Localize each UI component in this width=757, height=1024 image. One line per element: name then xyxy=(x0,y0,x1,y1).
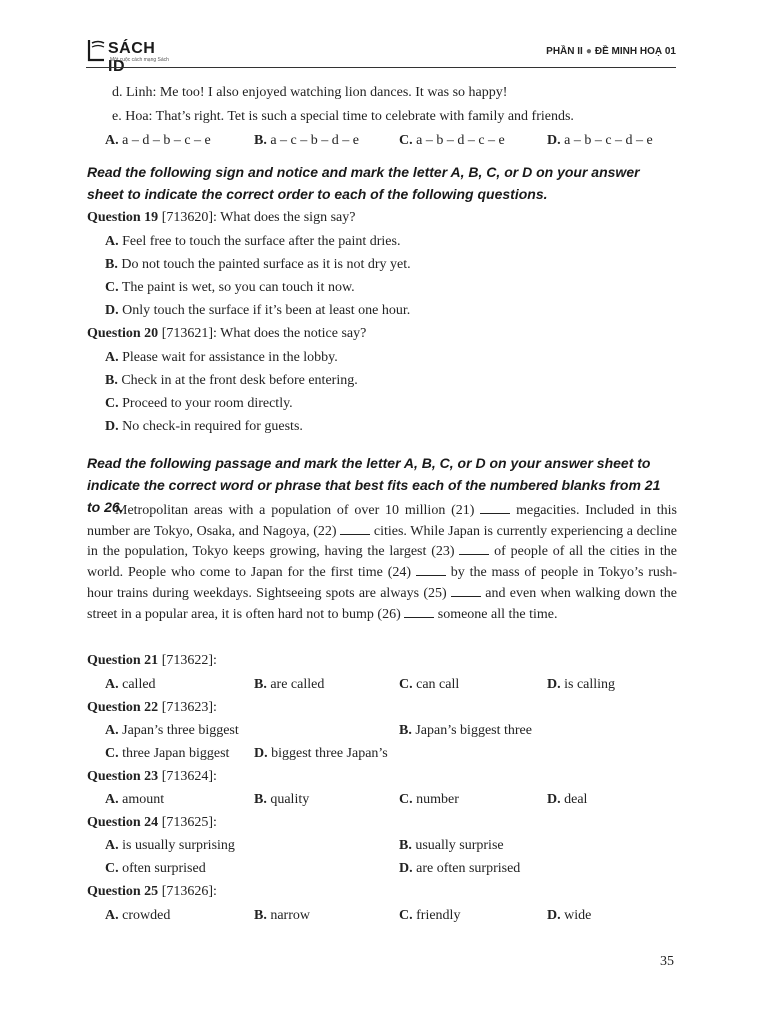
answer-option[interactable]: B. Japan’s biggest three xyxy=(399,723,532,738)
blank-21 xyxy=(480,501,510,514)
dialogue-line-d: d. Linh: Me too! I also enjoyed watching lion dances. It was so happy! xyxy=(112,85,508,100)
answer-option[interactable]: D. wide xyxy=(547,908,592,923)
question-21: Question 21 [713622]: xyxy=(87,653,217,668)
answer-option[interactable]: A. Feel free to touch the surface after the paint dries. xyxy=(105,234,401,249)
dialogue-line-e: e. Hoa: That’s right. Tet is such a special time to celebrate with family and friends. xyxy=(112,109,574,124)
answer-option[interactable]: D. is calling xyxy=(547,677,616,692)
answer-option[interactable]: B. Check in at the front desk before entering. xyxy=(105,373,358,388)
answer-option[interactable]: D. deal xyxy=(547,792,588,807)
answer-option[interactable]: B. are called xyxy=(254,677,325,692)
page-header xyxy=(86,38,676,75)
answer-option[interactable]: B. a – c – b – d – e xyxy=(254,133,359,148)
answer-option[interactable]: C. friendly xyxy=(399,908,461,923)
answer-option[interactable]: B. Do not touch the painted surface as it is not dry yet. xyxy=(105,257,411,272)
section-label: PHẦN II xyxy=(546,46,583,57)
answer-option[interactable]: A. is usually surprising xyxy=(105,838,235,853)
answer-option[interactable]: C. Proceed to your room directly. xyxy=(105,396,293,411)
exam-label: ĐỀ MINH HOẠ 01 xyxy=(594,46,676,57)
answer-option[interactable]: A. Japan’s three biggest xyxy=(105,723,239,738)
question-22: Question 22 [713623]: xyxy=(87,700,217,715)
answer-option[interactable]: D. No check-in required for guests. xyxy=(105,419,303,434)
answer-option[interactable]: A. amount xyxy=(105,792,165,807)
answer-option[interactable]: B. quality xyxy=(254,792,310,807)
brand-tagline: Một cuộc cách mạng Sách xyxy=(110,57,169,63)
answer-option[interactable]: A. called xyxy=(105,677,156,692)
answer-option[interactable]: A. crowded xyxy=(105,908,171,923)
answer-option[interactable]: B. usually surprise xyxy=(399,838,504,853)
answer-option[interactable]: C. three Japan biggest xyxy=(105,746,230,761)
blank-23 xyxy=(459,542,489,555)
answer-option[interactable]: C. The paint is wet, so you can touch it now. xyxy=(105,280,355,295)
blank-25 xyxy=(451,584,481,597)
question-19: Question 19 [713620]: What does the sign say? xyxy=(87,210,356,225)
bullet-icon: ● xyxy=(585,46,592,57)
blank-22 xyxy=(340,522,370,535)
question-24: Question 24 [713625]: xyxy=(87,815,217,830)
answer-option[interactable]: D. are often surprised xyxy=(399,861,521,876)
brand-name: SÁCH ID xyxy=(108,40,156,75)
answer-option[interactable]: C. can call xyxy=(399,677,460,692)
answer-option[interactable]: A. a – d – b – c – e xyxy=(105,133,211,148)
reading-passage: Metropolitan areas with a population of over 10 million (21) megacities. Included in this number are Tokyo, Osaka, and Nagoya, (22) cities. While Japan is currently experiencing a decline in the population, Tokyo keeps growing, having the largest (23) of people of all the cities in the world. People who come to Japan for the first time (24) by the mass of people in Tokyo’s rush-hour trains during weekdays. Sightseeing spots are always (25) and even when walking down the street in a popular area, it is often hard not to bump (26) someone all the time. xyxy=(87,503,678,622)
question-25: Question 25 [713626]: xyxy=(87,884,217,899)
section-instruction: Read the following passage and mark the letter A, B, C, or D on your answer sheet to indicate the correct word or phrase that best fits each of the numbered blanks from 21 to 26. xyxy=(87,455,661,515)
header-divider xyxy=(86,67,676,68)
section-title xyxy=(546,46,676,57)
answer-option[interactable]: D. a – b – c – d – e xyxy=(547,133,653,148)
answer-option[interactable]: C. number xyxy=(399,792,459,807)
answer-option[interactable]: B. narrow xyxy=(254,908,310,923)
answer-option[interactable]: D. Only touch the surface if it’s been at least one hour. xyxy=(105,303,411,318)
page-number: 35 xyxy=(660,954,674,969)
answer-option[interactable]: A. Please wait for assistance in the lobby. xyxy=(105,350,338,365)
answer-option[interactable]: D. biggest three Japan’s xyxy=(254,746,388,761)
question-20: Question 20 [713621]: What does the notice say? xyxy=(87,326,367,341)
section-instruction: Read the following sign and notice and mark the letter A, B, C, or D on your answer sheet to indicate the correct order to each of the following questions. xyxy=(87,164,640,202)
blank-26 xyxy=(404,605,434,618)
answer-option[interactable]: C. often surprised xyxy=(105,861,206,876)
question-23: Question 23 [713624]: xyxy=(87,769,217,784)
book-logo-icon xyxy=(86,38,108,64)
answer-option[interactable]: C. a – b – d – c – e xyxy=(399,133,505,148)
blank-24 xyxy=(416,563,446,576)
